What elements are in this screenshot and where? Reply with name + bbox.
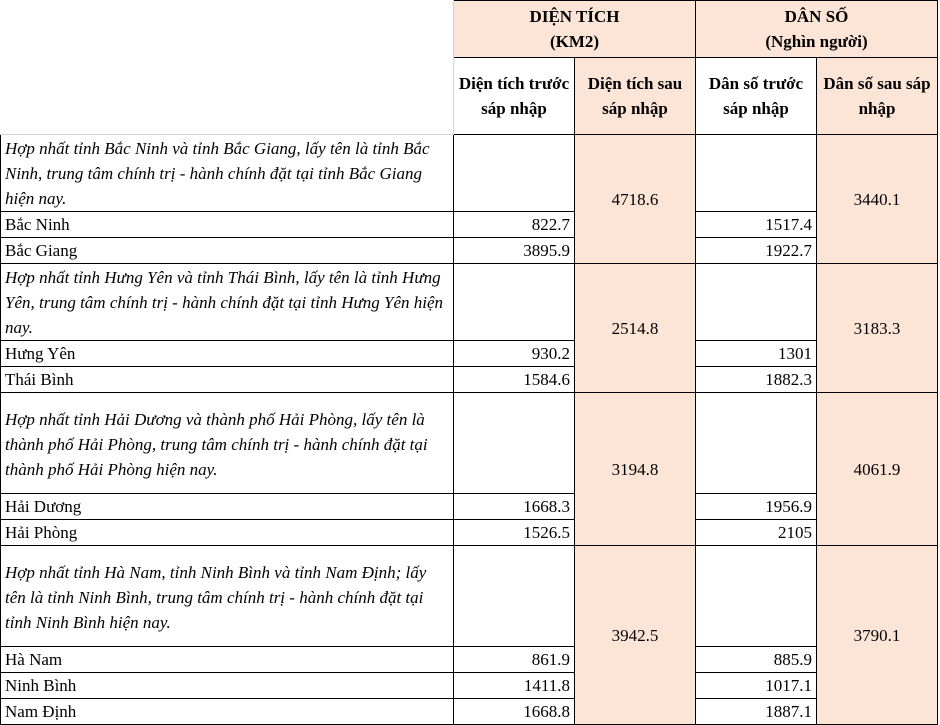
area-before-value: 3895.9 <box>454 238 575 264</box>
population-header <box>696 1 938 58</box>
population-before-value: 1301 <box>696 341 817 367</box>
population-before-value: 1517.4 <box>696 212 817 238</box>
table-row <box>1 673 938 699</box>
population-after-value: 3183.3 <box>817 264 938 393</box>
area-before-value: 930.2 <box>454 341 575 367</box>
area-before-value: 1668.3 <box>454 494 575 520</box>
area-before-value: 1584.6 <box>454 367 575 393</box>
table-row <box>1 494 938 520</box>
group-description-row <box>1 393 938 494</box>
area-header-title: DIỆN TÍCH <box>529 7 620 26</box>
area-after-value: 4718.6 <box>575 135 696 264</box>
group-description: Hợp nhất tỉnh Hưng Yên và tỉnh Thái Bình, lấy tên là tỉnh Hưng Yên, trung tâm chính trị - hành chính đặt tại tỉnh Hưng Yên hiện nay. <box>1 264 454 341</box>
province-name: Bắc Ninh <box>1 212 454 238</box>
population-after-header: Dân số sau sáp nhập <box>817 58 938 135</box>
province-name: Bắc Giang <box>1 238 454 264</box>
province-name: Thái Bình <box>1 367 454 393</box>
population-before-value: 1956.9 <box>696 494 817 520</box>
population-before-value: 885.9 <box>696 647 817 673</box>
table-row <box>1 367 938 393</box>
table-row <box>1 212 938 238</box>
table-row <box>1 647 938 673</box>
population-before-value: 1017.1 <box>696 673 817 699</box>
area-after-value: 3194.8 <box>575 393 696 546</box>
area-before-value: 1668.8 <box>454 699 575 725</box>
area-after-value: 3942.5 <box>575 546 696 725</box>
population-after-value: 3790.1 <box>817 546 938 725</box>
province-name: Hưng Yên <box>1 341 454 367</box>
population-after-value: 3440.1 <box>817 135 938 264</box>
area-before-value: 1411.8 <box>454 673 575 699</box>
population-header-title: DÂN SỐ <box>784 7 849 26</box>
population-header-unit: (Nghìn người) <box>765 32 868 51</box>
population-before-value: 1887.1 <box>696 699 817 725</box>
group-description: Hợp nhất tỉnh Hà Nam, tỉnh Ninh Bình và tỉnh Nam Định; lấy tên là tỉnh Ninh Bình, trung tâm chính trị - hành chính đặt tại tỉnh Ninh Bình hiện nay. <box>1 546 454 647</box>
area-before-value: 822.7 <box>454 212 575 238</box>
table-row <box>1 238 938 264</box>
area-header-unit: (KM2) <box>549 32 600 51</box>
area-after-header: Diện tích sau sáp nhập <box>575 58 696 135</box>
group-description-row <box>1 546 938 647</box>
table-row <box>1 520 938 546</box>
province-name: Nam Định <box>1 699 454 725</box>
province-name: Hải Dương <box>1 494 454 520</box>
area-header <box>454 1 696 58</box>
group-description-row <box>1 264 938 341</box>
population-before-header: Dân số trước sáp nhập <box>696 58 817 135</box>
population-after-value: 4061.9 <box>817 393 938 546</box>
province-name: Ninh Bình <box>1 673 454 699</box>
group-description: Hợp nhất tỉnh Bắc Ninh và tỉnh Bắc Giang, lấy tên là tỉnh Bắc Ninh, trung tâm chính trị - hành chính đặt tại tỉnh Bắc Giang hiện nay. <box>1 135 454 212</box>
table-row <box>1 341 938 367</box>
population-before-value: 1882.3 <box>696 367 817 393</box>
province-name: Hà Nam <box>1 647 454 673</box>
province-name: Hải Phòng <box>1 520 454 546</box>
blank-corner-cell <box>1 1 454 135</box>
table-row <box>1 699 938 725</box>
area-before-value: 1526.5 <box>454 520 575 546</box>
population-before-value: 1922.7 <box>696 238 817 264</box>
area-after-value: 2514.8 <box>575 264 696 393</box>
population-before-value: 2105 <box>696 520 817 546</box>
group-description-row <box>1 135 938 212</box>
area-before-value: 861.9 <box>454 647 575 673</box>
area-before-header: Diện tích trước sáp nhập <box>454 58 575 135</box>
group-description: Hợp nhất tỉnh Hải Dương và thành phố Hải Phòng, lấy tên là thành phố Hải Phòng, trung tâm chính trị - hành chính đặt tại thành phố Hải Phòng hiện nay. <box>1 393 454 494</box>
